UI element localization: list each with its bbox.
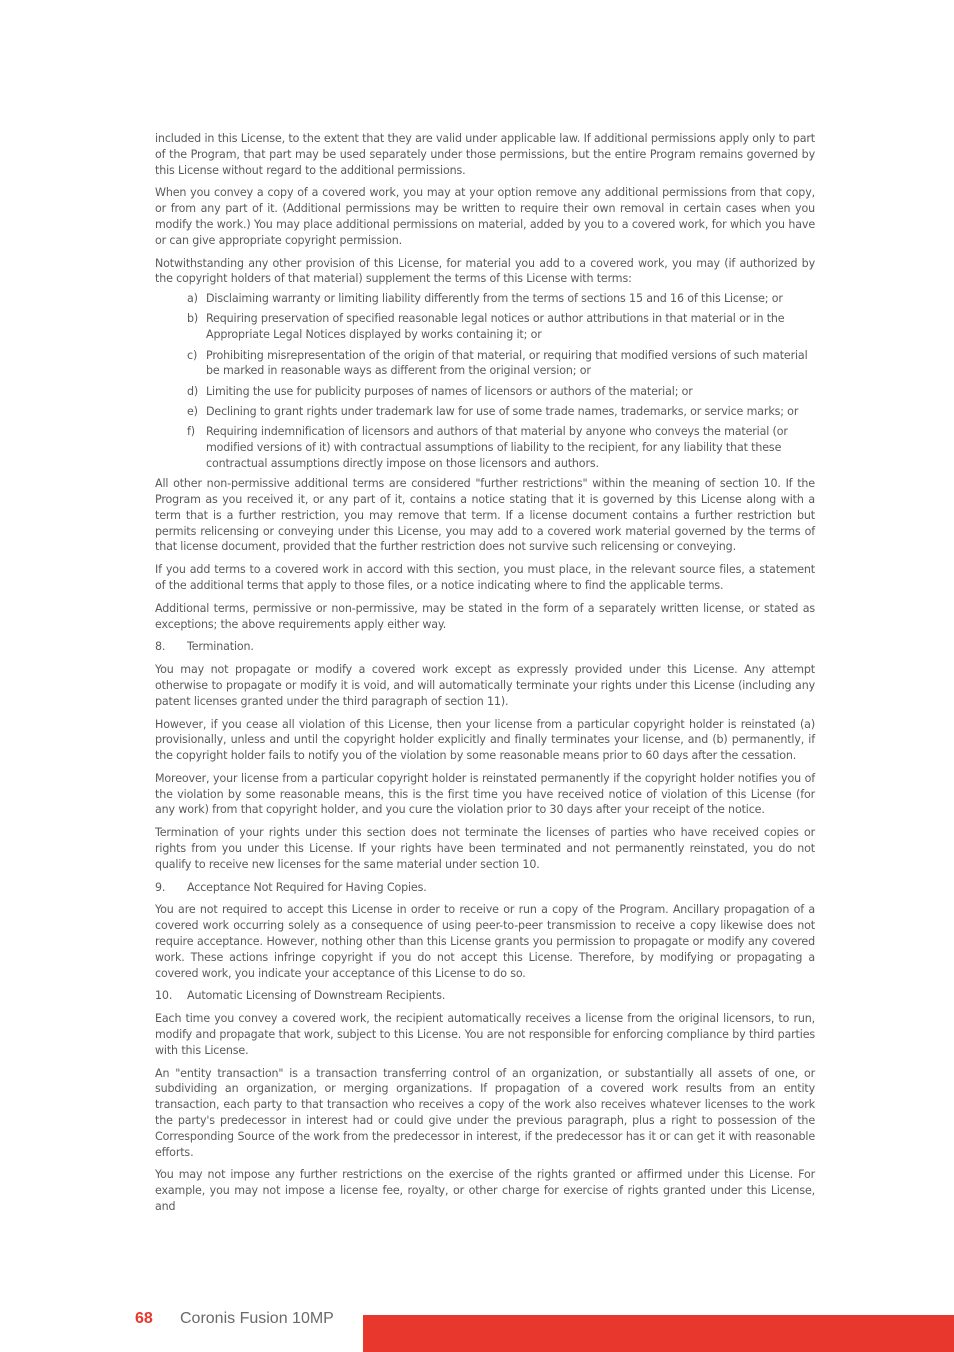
section-title: Automatic Licensing of Downstream Recipients. (187, 989, 446, 1003)
paragraph: All other non-permissive additional terms are considered "further restrictions" within the meaning of section 10. If the Program as you received it, or any part of it, contains a notice stating that it is governed by this License along with a term that is a further restriction, you may remove that term. If a license document contains a further restriction but permits relicensing or conveying under this License, you may add to a covered work material governed by the terms of that license document, provided that the further restriction does not survive such relicensing or conveying. (155, 477, 815, 554)
list-item-text: Limiting the use for publicity purposes of names of licensors or authors of the material; or (206, 384, 693, 398)
paragraph: If you add terms to a covered work in accord with this section, you must place, in the relevant source files, a statement of the additional terms that apply to those files, or a notice indicating where to find the applicable terms. (155, 563, 815, 592)
paragraph: You are not required to accept this License in order to receive or run a copy of the Program. Ancillary propagation of a covered work occurring solely as a consequence of using peer-to-peer transmission to receive a copy likewise does not require acceptance. However, nothing other than this License grants you permission to propagate or modify any covered work. These actions infringe copyright if you do not accept this License. Therefore, by modifying or propagating a covered work, you indicate your acceptance of this License to do so. (155, 903, 815, 980)
list-letter: b) (187, 312, 199, 326)
section-number: 9. (155, 880, 166, 894)
paragraph: Notwithstanding any other provision of this License, for material you add to a covered work, you may (if authorized by the copyright holders of that material) supplement the terms of this License with terms: (155, 256, 815, 286)
section-heading-automatic-licensing (155, 988, 815, 1004)
section-heading-termination (155, 639, 815, 655)
list-item-text: Requiring indemnification of licensors and authors of that material by anyone who conveys the material (or modified versions of it) with contractual assumptions of liability to the recipient, for any liability that these contractual assumptions directly impose on those licensors and authors. (206, 425, 788, 470)
paragraph: Moreover, your license from a particular copyright holder is reinstated permanently if the copyright holder notifies you of the violation by some reasonable means, this is the first time you have received notice of violation of this License (for any work) from that copyright holder, and you cure the violation prior to 30 days after your receipt of the notice. (155, 771, 815, 817)
terms-list (155, 291, 815, 471)
paragraph: An "entity transaction" is a transaction transferring control of an organization, or substantially all assets of one, or subdividing an organization, or merging organizations. If propagation of a covered work results from an entity transaction, each party to that transaction who receives a copy of the work also receives whatever licenses to the work the party's predecessor in interest had or could give under the previous paragraph, plus a right to possession of the Corresponding Source of the work from the predecessor in interest, if the predecessor has it or can get it with reasonable efforts. (155, 1066, 815, 1159)
paragraph: Additional terms, permissive or non-permissive, may be stated in the form of a separately written license, or stated as exceptions; the above requirements apply either way. (155, 601, 815, 631)
section-number: 10. (155, 989, 173, 1003)
footer-accent-bar (363, 1315, 954, 1352)
document-body (155, 131, 815, 1222)
paragraph: Each time you convey a covered work, the recipient automatically receives a license from the original licensors, to run, modify and propagate that work, subject to this License. You are not responsible for enforcing compliance by third parties with this License. (155, 1012, 815, 1057)
list-item-text: Disclaiming warranty or limiting liability differently from the terms of sections 15 and 16 of this License; or (206, 292, 783, 306)
list-item (155, 348, 815, 380)
section-heading-acceptance (155, 880, 815, 896)
list-item (155, 424, 815, 471)
list-item (155, 384, 815, 400)
paragraph: Termination of your rights under this section does not terminate the licenses of parties who have received copies or rights from you under this License. If your rights have been terminated and not permanently reinstated, you do not qualify to receive new licenses for the same material under section 10. (155, 826, 815, 871)
paragraph: included in this License, to the extent that they are valid under applicable law. If additional permissions apply only to part of the Program, that part may be used separately under those permissions, but the entire Program remains governed by this License without regard to the additional permissions. (155, 132, 815, 177)
list-item-text: Prohibiting misrepresentation of the origin of that material, or requiring that modified versions of such material be marked in reasonable ways as different from the original version; or (206, 348, 808, 378)
list-item-text: Requiring preservation of specified reasonable legal notices or author attributions in that material or in the Appropriate Legal Notices displayed by works containing it; or (206, 312, 785, 342)
section-number: 8. (155, 640, 166, 654)
section-title: Termination. (187, 640, 254, 654)
list-letter: c) (187, 348, 198, 362)
list-letter: f) (187, 425, 195, 439)
paragraph: You may not impose any further restrictions on the exercise of the rights granted or affirmed under this License. For example, you may not impose a license fee, royalty, or other charge for exercise of rights granted under this License, and (155, 1168, 815, 1214)
list-item (155, 311, 815, 343)
footer-title: Coronis Fusion 10MP (180, 1310, 334, 1327)
list-letter: d) (187, 384, 199, 398)
paragraph: When you convey a copy of a covered work, you may at your option remove any additional permissions from that copy, or from any part of it. (Additional permissions may be written to require their own removal in certain cases when you modify the work.) You may place additional permissions on material, added by you to a covered work, for which you have or can give appropriate copyright permission. (155, 186, 815, 247)
list-item (155, 404, 815, 420)
paragraph: You may not propagate or modify a covered work except as expressly provided under this License. Any attempt otherwise to propagate or modify it is void, and will automatically terminate your rights under this License (including any patent licenses granted under the third paragraph of section 11). (155, 663, 815, 708)
list-letter: a) (187, 292, 198, 306)
paragraph: However, if you cease all violation of this License, then your license from a particular copyright holder is reinstated (a) provisionally, unless and until the copyright holder explicitly and finally terminates your license, and (b) permanently, if the copyright holder fails to notify you of the violation by some reasonable means prior to 60 days after the cessation. (155, 717, 815, 763)
page-number: 68 (135, 1310, 153, 1327)
section-title: Acceptance Not Required for Having Copies. (187, 880, 427, 894)
list-item (155, 291, 815, 307)
list-item-text: Declining to grant rights under trademark law for use of some trade names, trademarks, or service marks; or (206, 404, 799, 418)
list-letter: e) (187, 404, 198, 418)
